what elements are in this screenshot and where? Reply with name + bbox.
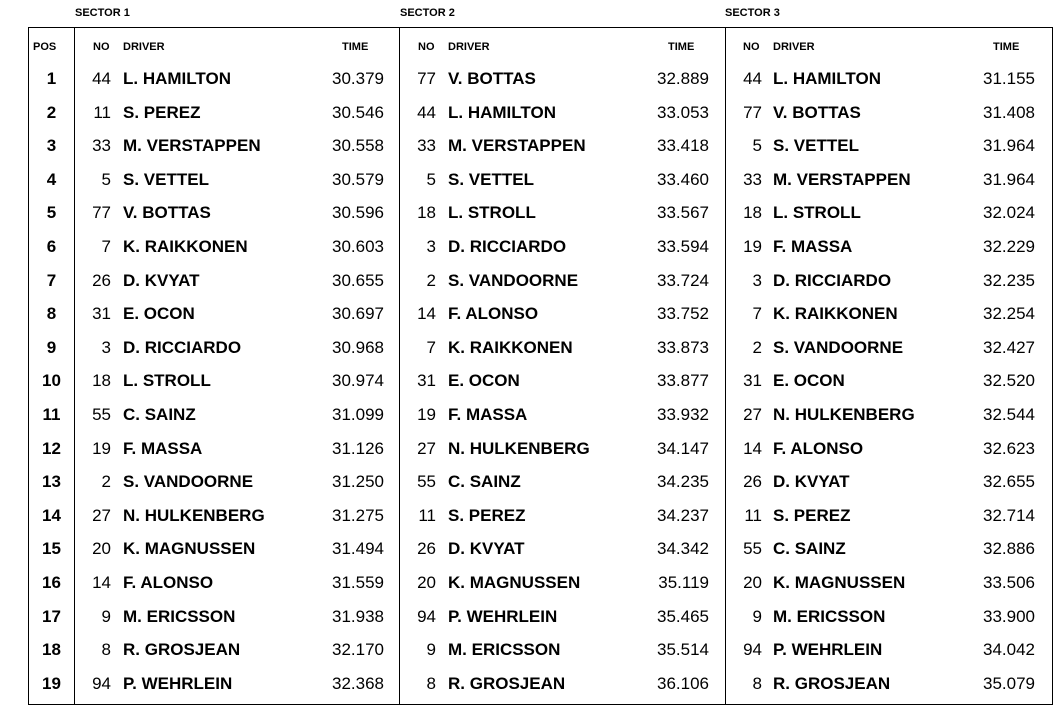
sector-time-cell: 32.368 (332, 674, 384, 693)
sector-time-cell: 30.596 (332, 203, 384, 222)
sector-time-cell: 31.559 (332, 573, 384, 592)
driver-name-cell: D. RICCIARDO (773, 271, 892, 290)
sector-time-cell: 33.752 (657, 304, 709, 323)
sector-time-cell: 34.342 (657, 539, 709, 558)
driver-name-cell: F. ALONSO (773, 439, 864, 458)
car-number-cell: 3 (426, 237, 436, 256)
sector-time-cell: 30.655 (332, 271, 384, 290)
car-number-cell: 31 (743, 371, 762, 390)
car-number-cell: 19 (417, 405, 436, 424)
position-cell: 7 (46, 271, 57, 290)
header-time: TIME (668, 41, 695, 53)
driver-name-cell: R. GROSJEAN (123, 640, 241, 659)
driver-name-cell: N. HULKENBERG (448, 439, 590, 458)
position-cell: 10 (42, 371, 61, 390)
driver-name-cell: S. VETTEL (123, 170, 209, 189)
driver-name-cell: M. VERSTAPPEN (773, 170, 911, 189)
position-cell: 2 (46, 103, 57, 122)
sector-time-cell: 31.126 (332, 439, 384, 458)
driver-name-cell: S. VANDOORNE (123, 472, 254, 491)
car-number-cell: 18 (417, 203, 436, 222)
car-number-cell: 9 (752, 607, 762, 626)
position-cell: 9 (46, 338, 57, 357)
driver-name-cell: P. WEHRLEIN (123, 674, 233, 693)
car-number-cell: 14 (743, 439, 762, 458)
driver-name-cell: E. OCON (123, 304, 195, 323)
car-number-cell: 77 (743, 103, 762, 122)
sector-time-cell: 33.506 (983, 573, 1035, 592)
car-number-cell: 18 (743, 203, 762, 222)
car-number-cell: 44 (92, 69, 111, 88)
sector-time-cell: 32.170 (332, 640, 384, 659)
car-number-cell: 94 (743, 640, 762, 659)
position-cell: 3 (46, 136, 57, 155)
driver-name-cell: C. SAINZ (773, 539, 846, 558)
sector-time-cell: 32.229 (983, 237, 1035, 256)
sector-time-cell: 31.494 (332, 539, 384, 558)
car-number-cell: 7 (426, 338, 436, 357)
sector-time-cell: 33.900 (983, 607, 1035, 626)
car-number-cell: 31 (92, 304, 111, 323)
car-number-cell: 3 (752, 271, 762, 290)
driver-name-cell: R. GROSJEAN (448, 674, 566, 693)
car-number-cell: 7 (101, 237, 111, 256)
driver-name-cell: D. KVYAT (773, 472, 850, 491)
position-cell: 1 (46, 69, 57, 88)
car-number-cell: 9 (101, 607, 111, 626)
car-number-cell: 3 (101, 338, 111, 357)
car-number-cell: 27 (743, 405, 762, 424)
car-number-cell: 5 (752, 136, 762, 155)
car-number-cell: 33 (743, 170, 762, 189)
sector-time-cell: 32.714 (983, 506, 1035, 525)
car-number-cell: 77 (92, 203, 111, 222)
driver-name-cell: F. MASSA (448, 405, 528, 424)
car-number-cell: 33 (92, 136, 111, 155)
car-number-cell: 2 (752, 338, 762, 357)
position-cell: 14 (42, 506, 61, 525)
sector-time-cell: 33.877 (657, 371, 709, 390)
driver-name-cell: S. VETTEL (448, 170, 534, 189)
sector-time-cell: 34.237 (657, 506, 709, 525)
sector-time-cell: 31.964 (983, 170, 1035, 189)
car-number-cell: 5 (101, 170, 111, 189)
sector-time-cell: 32.427 (983, 338, 1035, 357)
car-number-cell: 55 (743, 539, 762, 558)
sector-time-cell: 33.724 (657, 271, 709, 290)
sector-time-cell: 32.520 (983, 371, 1035, 390)
car-number-cell: 8 (752, 674, 762, 693)
driver-name-cell: F. MASSA (773, 237, 853, 256)
sector-time-cell: 31.938 (332, 607, 384, 626)
sector-time-cell: 31.155 (983, 69, 1035, 88)
header-time: TIME (342, 41, 369, 53)
sector-time-cell: 31.408 (983, 103, 1035, 122)
driver-name-cell: M. ERICSSON (773, 607, 886, 626)
column-divider-pos (74, 28, 75, 704)
car-number-cell: 20 (743, 573, 762, 592)
car-number-cell: 19 (743, 237, 762, 256)
car-number-cell: 8 (426, 674, 436, 693)
position-cell: 13 (42, 472, 61, 491)
driver-name-cell: K. MAGNUSSEN (448, 573, 581, 592)
position-cell: 4 (46, 170, 57, 189)
driver-name-cell: R. GROSJEAN (773, 674, 891, 693)
car-number-cell: 8 (101, 640, 111, 659)
driver-name-cell: V. BOTTAS (773, 103, 861, 122)
sector-time-cell: 34.235 (657, 472, 709, 491)
position-cell: 8 (46, 304, 57, 323)
car-number-cell: 94 (417, 607, 436, 626)
sector-time-cell: 33.460 (657, 170, 709, 189)
car-number-cell: 33 (417, 136, 436, 155)
car-number-cell: 20 (417, 573, 436, 592)
sector-time-cell: 30.579 (332, 170, 384, 189)
sector-time-cell: 34.042 (983, 640, 1035, 659)
position-cell: 6 (46, 237, 57, 256)
sector-time-cell: 30.697 (332, 304, 384, 323)
car-number-cell: 20 (92, 539, 111, 558)
sector-1-title: SECTOR 1 (75, 7, 130, 19)
driver-name-cell: S. VANDOORNE (448, 271, 579, 290)
sector-time-cell: 33.932 (657, 405, 709, 424)
header-driver: DRIVER (773, 41, 815, 53)
sector-time-cell: 33.594 (657, 237, 709, 256)
car-number-cell: 11 (744, 506, 762, 525)
driver-name-cell: F. MASSA (123, 439, 203, 458)
car-number-cell: 18 (92, 371, 111, 390)
car-number-cell: 27 (417, 439, 436, 458)
driver-name-cell: P. WEHRLEIN (448, 607, 558, 626)
car-number-cell: 2 (101, 472, 111, 491)
car-number-cell: 9 (426, 640, 436, 659)
sector-time-cell: 36.106 (657, 674, 709, 693)
car-number-cell: 2 (426, 271, 436, 290)
car-number-cell: 11 (418, 506, 436, 525)
header-no: NO (93, 41, 110, 53)
driver-name-cell: P. WEHRLEIN (773, 640, 883, 659)
sector-time-cell: 30.379 (332, 69, 384, 88)
sector-time-cell: 31.275 (332, 506, 384, 525)
sector-time-cell: 30.558 (332, 136, 384, 155)
position-cell: 15 (42, 539, 61, 558)
sector-time-cell: 35.119 (658, 573, 709, 592)
car-number-cell: 26 (92, 271, 111, 290)
car-number-cell: 19 (92, 439, 111, 458)
driver-name-cell: L. STROLL (773, 203, 861, 222)
position-cell: 19 (42, 674, 61, 693)
sector-time-cell: 30.603 (332, 237, 384, 256)
driver-name-cell: S. VETTEL (773, 136, 859, 155)
header-pos: POS (33, 41, 57, 53)
driver-name-cell: K. MAGNUSSEN (123, 539, 256, 558)
driver-name-cell: M. ERICSSON (448, 640, 561, 659)
sector-time-cell: 32.889 (657, 69, 709, 88)
driver-name-cell: L. HAMILTON (448, 103, 556, 122)
driver-name-cell: E. OCON (773, 371, 845, 390)
driver-name-cell: L. STROLL (448, 203, 536, 222)
driver-name-cell: K. RAIKKONEN (123, 237, 248, 256)
sector-time-cell: 32.623 (983, 439, 1035, 458)
car-number-cell: 14 (92, 573, 111, 592)
driver-name-cell: V. BOTTAS (448, 69, 536, 88)
car-number-cell: 11 (93, 103, 111, 122)
car-number-cell: 7 (752, 304, 762, 323)
driver-name-cell: E. OCON (448, 371, 520, 390)
driver-name-cell: D. RICCIARDO (123, 338, 242, 357)
header-no: NO (743, 41, 760, 53)
sector-time-cell: 33.418 (657, 136, 709, 155)
sector-times-table (28, 27, 1053, 705)
sector-time-cell: 35.514 (657, 640, 709, 659)
sector-time-cell: 32.886 (983, 539, 1035, 558)
sector-time-cell: 32.254 (983, 304, 1035, 323)
driver-name-cell: K. RAIKKONEN (773, 304, 898, 323)
driver-name-cell: V. BOTTAS (123, 203, 211, 222)
sector-time-cell: 30.546 (332, 103, 384, 122)
driver-name-cell: K. MAGNUSSEN (773, 573, 906, 592)
driver-name-cell: S. VANDOORNE (773, 338, 904, 357)
car-number-cell: 55 (92, 405, 111, 424)
sector-time-cell: 32.024 (983, 203, 1035, 222)
sector-3-title: SECTOR 3 (725, 7, 780, 19)
sector-time-cell: 35.465 (657, 607, 709, 626)
driver-name-cell: C. SAINZ (123, 405, 196, 424)
driver-name-cell: D. RICCIARDO (448, 237, 567, 256)
header-driver: DRIVER (448, 41, 490, 53)
position-cell: 11 (42, 405, 61, 424)
header-no: NO (418, 41, 435, 53)
car-number-cell: 55 (417, 472, 436, 491)
position-cell: 17 (42, 607, 61, 626)
position-cell: 5 (46, 203, 57, 222)
driver-name-cell: F. ALONSO (448, 304, 539, 323)
driver-name-cell: S. PEREZ (123, 103, 201, 122)
driver-name-cell: N. HULKENBERG (123, 506, 265, 525)
car-number-cell: 27 (92, 506, 111, 525)
sector-time-cell: 31.964 (983, 136, 1035, 155)
sector-time-cell: 30.974 (332, 371, 384, 390)
sector-time-cell: 32.544 (983, 405, 1035, 424)
sector-time-cell: 33.567 (657, 203, 709, 222)
driver-name-cell: N. HULKENBERG (773, 405, 915, 424)
header-driver: DRIVER (123, 41, 165, 53)
car-number-cell: 31 (417, 371, 436, 390)
car-number-cell: 5 (426, 170, 436, 189)
sector-time-cell: 32.235 (983, 271, 1035, 290)
sector-time-cell: 30.968 (332, 338, 384, 357)
driver-name-cell: D. KVYAT (123, 271, 200, 290)
driver-name-cell: S. PEREZ (448, 506, 526, 525)
sector-time-cell: 32.655 (983, 472, 1035, 491)
header-time: TIME (993, 41, 1020, 53)
sector-2-title: SECTOR 2 (400, 7, 455, 19)
car-number-cell: 77 (417, 69, 436, 88)
driver-name-cell: F. ALONSO (123, 573, 214, 592)
sector-time-cell: 31.099 (332, 405, 384, 424)
sector-time-cell: 33.053 (657, 103, 709, 122)
car-number-cell: 26 (743, 472, 762, 491)
sector-time-cell: 35.079 (983, 674, 1035, 693)
car-number-cell: 14 (417, 304, 436, 323)
position-cell: 18 (42, 640, 61, 659)
driver-name-cell: S. PEREZ (773, 506, 851, 525)
car-number-cell: 94 (92, 674, 111, 693)
driver-name-cell: K. RAIKKONEN (448, 338, 573, 357)
driver-name-cell: M. ERICSSON (123, 607, 236, 626)
sector-time-cell: 34.147 (657, 439, 709, 458)
sector-time-cell: 33.873 (657, 338, 709, 357)
car-number-cell: 44 (743, 69, 762, 88)
car-number-cell: 26 (417, 539, 436, 558)
driver-name-cell: L. HAMILTON (123, 69, 231, 88)
driver-name-cell: L. HAMILTON (773, 69, 881, 88)
column-divider-sector-2 (725, 28, 726, 704)
driver-name-cell: M. VERSTAPPEN (123, 136, 261, 155)
driver-name-cell: D. KVYAT (448, 539, 525, 558)
car-number-cell: 44 (417, 103, 436, 122)
sector-time-cell: 31.250 (332, 472, 384, 491)
driver-name-cell: L. STROLL (123, 371, 211, 390)
driver-name-cell: C. SAINZ (448, 472, 521, 491)
driver-name-cell: M. VERSTAPPEN (448, 136, 586, 155)
position-cell: 16 (42, 573, 61, 592)
position-cell: 12 (42, 439, 61, 458)
column-divider-sector-1 (399, 28, 400, 704)
